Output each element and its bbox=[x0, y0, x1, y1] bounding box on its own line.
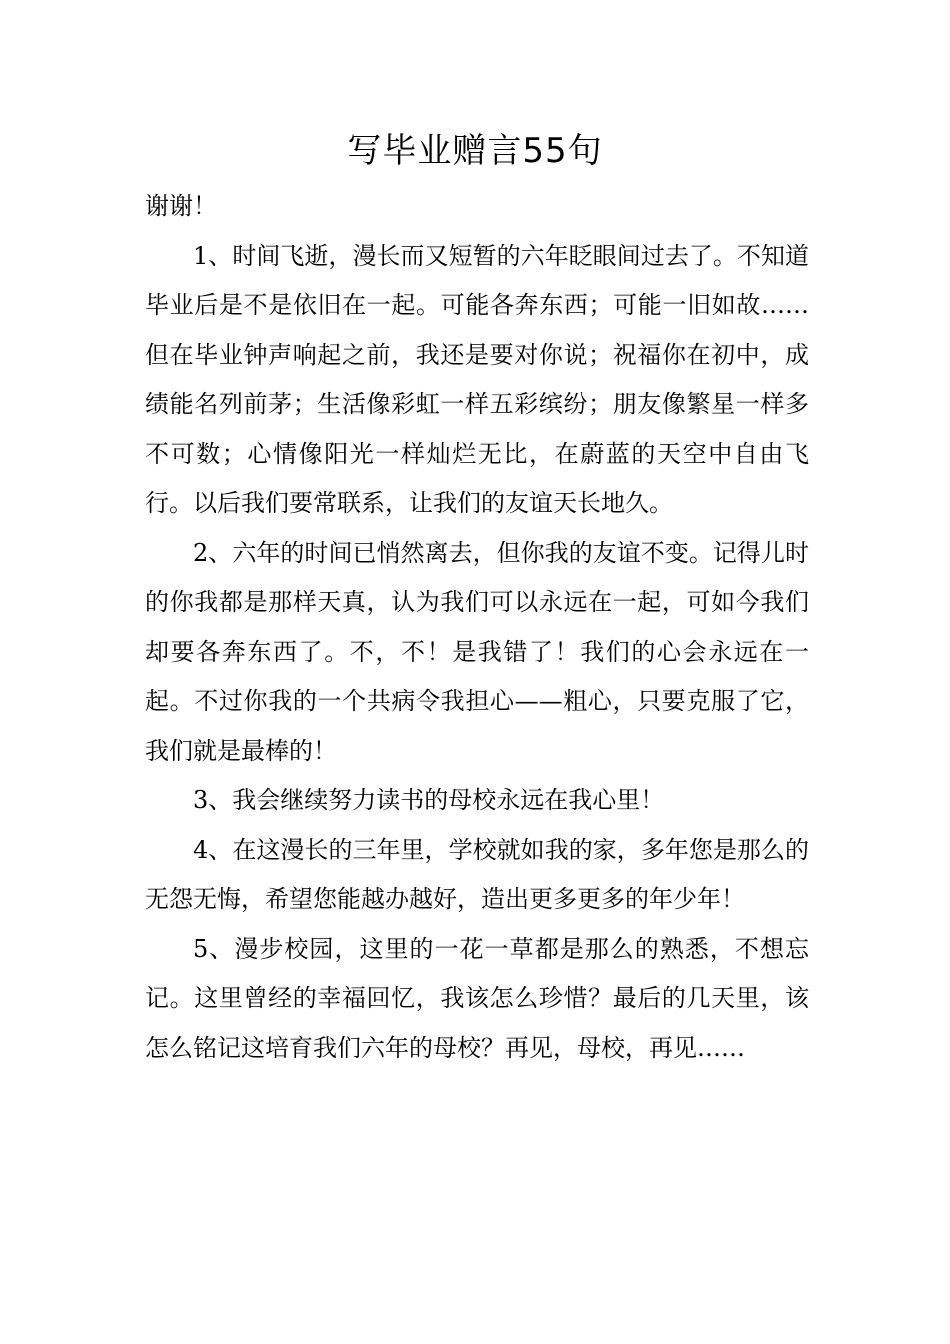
document-title: 写毕业赠言55句 bbox=[347, 131, 603, 171]
document-body bbox=[145, 182, 809, 1073]
paragraph-3: 3、我会继续努力读书的母校永远在我心里！ bbox=[193, 786, 665, 814]
paragraph-4: 4、在这漫长的三年里，学校就如我的家，多年您是那么的无怨无悔，希望您能越办越好，造出更多更多的年少年！ bbox=[145, 835, 809, 913]
paragraph-5: 5、漫步校园，这里的一花一草都是那么的熟悉，不想忘记。这里曾经的幸福回忆，我该怎么珍惜？最后的几天里，该怎么铭记这培育我们六年的母校？再见，母校，再见…… bbox=[145, 934, 809, 1062]
paragraph-1: 1、时间飞逝，漫长而又短暂的六年眨眼间过去了。不知道毕业后是不是依旧在一起。可能各奔东西；可能一旧如故……但在毕业钟声响起之前，我还是要对你说；祝福你在初中，成绩能名列前茅；生活像彩虹一样五彩缤纷；朋友像繁星一样多不可数；心情像阳光一样灿烂无比，在蔚蓝的天空中自由飞行。以后我们要常联系，让我们的友谊天长地久。 bbox=[145, 241, 809, 517]
paragraph-2: 2、六年的时间已悄然离去，但你我的友谊不变。记得儿时的你我都是那样天真，认为我们可以永远在一起，可如今我们却要各奔东西了。不，不！是我错了！我们的心会永远在一起。不过你我的一个共病令我担心——粗心，只要克服了它，我们就是最棒的！ bbox=[145, 538, 809, 765]
opening-line: 谢谢！ bbox=[145, 192, 217, 220]
